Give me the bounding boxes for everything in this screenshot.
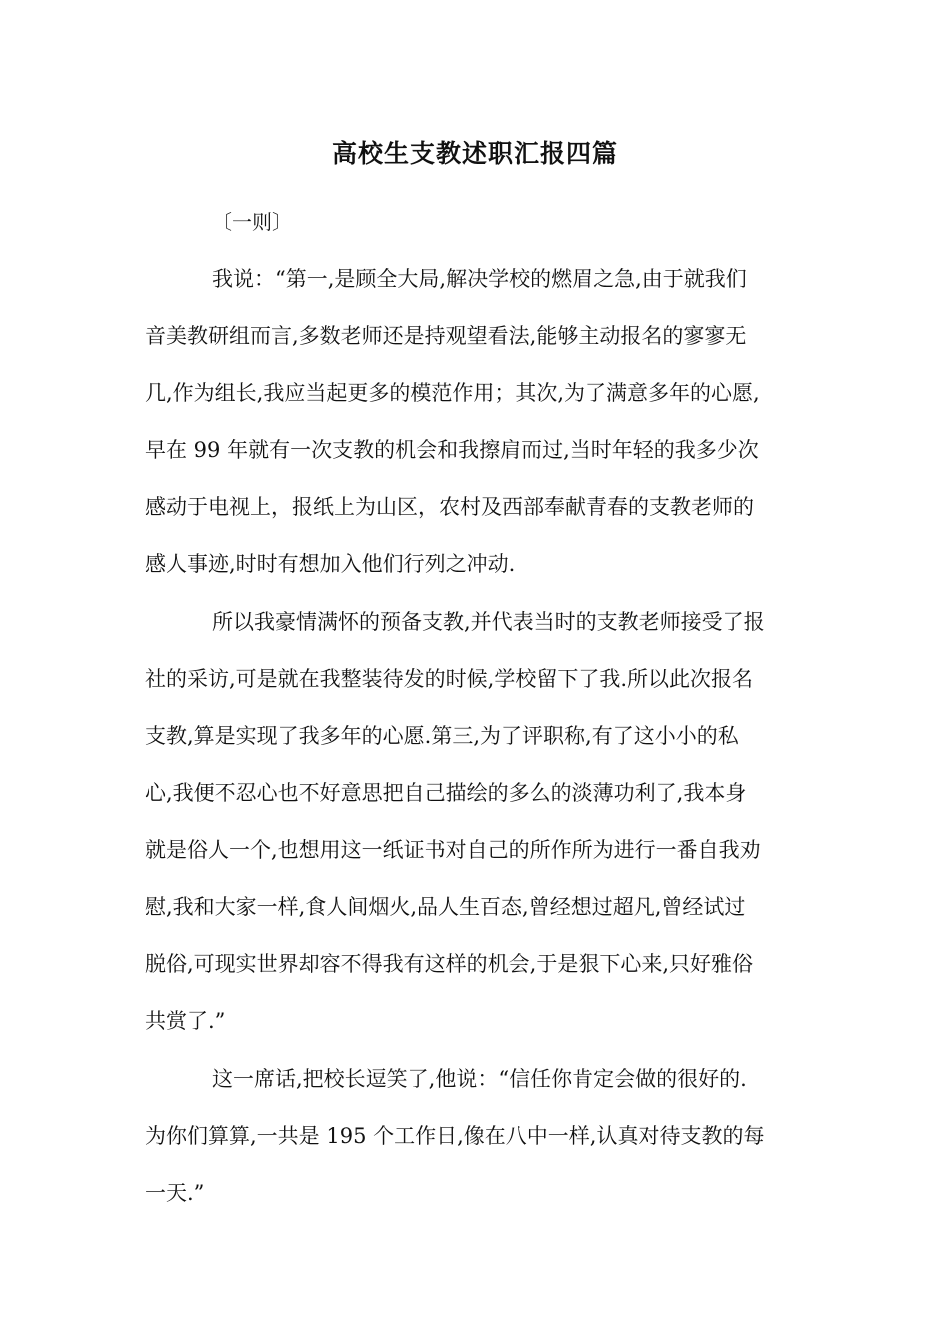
- paragraph-2-line-2: 社的采访,可是就在我整装待发的时候,学校留下了我.所以此次报名: [145, 667, 754, 691]
- paragraph-3-line-1: 这一席话,把校长逗笑了,他说：“信任你肯定会做的很好的.: [212, 1067, 747, 1091]
- paragraph-3-line-2: 为你们算算,一共是 195 个工作日,像在八中一样,认真对待支教的每: [145, 1124, 765, 1148]
- paragraph-1-line-5: 感动于电视上，报纸上为山区，农村及西部奉献青春的支教老师的: [145, 495, 754, 519]
- paragraph-2-line-3: 支教,算是实现了我多年的心愿.第三,为了评职称,有了这小小的私: [145, 724, 739, 748]
- paragraph-2-line-5: 就是俗人一个,也想用这一纸证书对自己的所作所为进行一番自我劝: [145, 838, 761, 862]
- paragraph-2-line-1: 所以我豪情满怀的预备支教,并代表当时的支教老师接受了报: [212, 610, 765, 634]
- paragraph-1-line-1: 我说：“第一,是顾全大局,解决学校的燃眉之急,由于就我们: [212, 267, 747, 291]
- paragraph-2-line-6: 慰,我和大家一样,食人间烟火,品人生百态,曾经想过超凡,曾经试过: [145, 895, 746, 919]
- paragraph-1-line-3: 几,作为组长,我应当起更多的模范作用；其次,为了满意多年的心愿,: [145, 381, 760, 405]
- paragraph-3-line-3: 一天.”: [145, 1181, 205, 1205]
- paragraph-2-line-8: 共赏了.”: [145, 1009, 226, 1033]
- section-label: 〔一则〕: [212, 210, 292, 234]
- paragraph-2-line-7: 脱俗,可现实世界却容不得我有这样的机会,于是狠下心来,只好雅俗: [145, 952, 754, 976]
- paragraph-1-line-6: 感人事迹,时时有想加入他们行列之冲动.: [145, 552, 516, 576]
- paragraph-2-line-4: 心,我便不忍心也不好意思把自己描绘的多么的淡薄功利了,我本身: [145, 781, 747, 805]
- paragraph-1-line-2: 音美教研组而言,多数老师还是持观望看法,能够主动报名的寥寥无: [145, 324, 747, 348]
- paragraph-1-line-4: 早在 99 年就有一次支教的机会和我擦肩而过,当时年轻的我多少次: [145, 438, 759, 462]
- document-title: 高校生支教述职汇报四篇: [331, 139, 618, 168]
